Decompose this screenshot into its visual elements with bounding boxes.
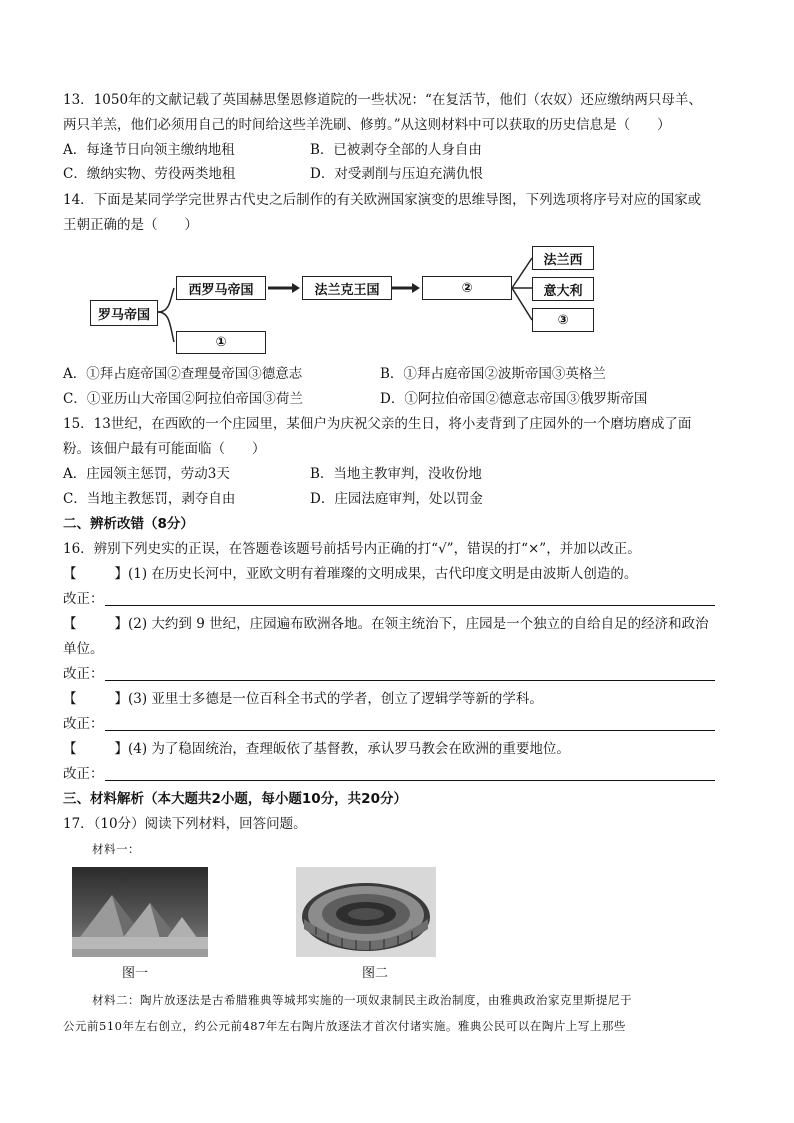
q16-intro: 16．辨别下列史实的正误，在答题卷该题号前括号内正确的打“√”，错误的打“×”，并加以改正。 [63,541,641,557]
q15-line2: 粉。该佃户最有可能面临（ ） [63,441,266,457]
q14-option-b[interactable]: B．①拜占庭帝国②波斯帝国③英格兰 [380,366,606,382]
q15-option-b[interactable]: B．当地主教审判，没收份地 [310,466,482,482]
q14-line2: 王朝正确的是（ ） [63,217,198,233]
q16-item-1-text: (1) 在历史长河中，亚欧文明有着璀璨的文明成果，古代印度文明是由波斯人创造的。 [128,566,638,582]
node-france: 法兰西 [532,246,594,270]
bracket-open: 【 [63,616,77,632]
q13-option-c[interactable]: C．缴纳实物、劳役两类地租 [63,166,236,182]
q15-option-a[interactable]: A．庄园领主惩罚，劳动3天 [63,466,230,482]
q14-option-d[interactable]: D．①阿拉伯帝国②德意志帝国③俄罗斯帝国 [380,391,648,407]
q15-option-d[interactable]: D．庄园法庭审判，处以罚金 [310,491,483,507]
material1-label: 材料一： [92,842,140,856]
bracket-close: 】 [114,616,128,632]
bracket-close: 】 [114,566,128,582]
q13-option-a[interactable]: A．每逢节日向领主缴纳地租 [63,142,235,158]
q16-item-3 [63,689,543,709]
q15-option-c[interactable]: C．当地主教惩罚，剥夺自由 [63,491,236,507]
q16-item-2 [63,614,709,634]
fix-line-3[interactable] [105,730,715,731]
fig2-caption: 图二 [362,966,389,981]
q16-item-2-cont: 单位。 [63,641,104,657]
q16-item-3-text: (3) 亚里士多德是一位百科全书式的学者，创立了逻辑学等新的学科。 [128,691,543,707]
section2-title: 二、辨析改错（8分） [63,516,194,532]
q17-intro: 17．（10分）阅读下列材料，回答问题。 [63,816,307,832]
q16-item-4-text: (4) 为了稳固统治，查理皈依了基督教，承认罗马教会在欧洲的重要地位。 [128,741,570,757]
node-italy: 意大利 [532,277,594,301]
bracket-open: 【 [63,741,77,757]
q14-option-a[interactable]: A．①拜占庭帝国②查理曼帝国③德意志 [63,366,303,382]
q14-line1: 14．下面是某同学学完世界古代史之后制作的有关欧洲国家演变的思维导图，下列选项将序号对应的国家或 [63,192,702,208]
node-west-roman-empire: 西罗马帝国 [176,276,266,300]
bracket-close: 】 [114,741,128,757]
q16-item-2-text: (2) 大约到 9 世纪，庄园遍布欧洲各地。在领主统治下，庄园是一个独立的自给自足的经济和政治 [128,616,709,632]
q15-line1: 15．13世纪，在西欧的一个庄园里，某佃户为庆祝父亲的生日，将小麦背到了庄园外的一个磨坊磨成了面 [63,416,692,432]
node-circle1: ① [176,331,266,354]
material2-line2: 公元前510年左右创立，约公元前487年左右陶片放逐法才首次付诸实施。雅典公民可以在陶片上写上那些 [63,1019,626,1033]
q16-item-4 [63,739,570,759]
fix-label-3: 改正： [63,716,104,732]
node-frankish-kingdom: 法兰克王国 [302,276,392,300]
bracket-close: 】 [114,691,128,707]
q14-option-c[interactable]: C．①亚历山大帝国②阿拉伯帝国③荷兰 [63,391,303,407]
q13-option-d[interactable]: D．对受剥削与压迫充满仇恨 [310,166,483,182]
q13-line2: 两只羊羔，他们必须用自己的时间给这些羊洗刷、修剪。”从这则材料中可以获取的历史信息是（ ） [63,117,671,133]
q16-item-1 [63,564,637,584]
fix-label-1: 改正： [63,591,104,607]
q13-option-b[interactable]: B．已被剥夺全部的人身自由 [310,142,482,158]
fig1-caption: 图一 [122,966,149,981]
bracket-open: 【 [63,566,77,582]
fix-line-2[interactable] [105,680,715,681]
node-circle3: ③ [532,308,594,332]
pyramids-photo [72,867,208,957]
fix-line-4[interactable] [105,780,715,781]
colosseum-photo [296,867,436,957]
bracket-open: 【 [63,691,77,707]
fix-label-2: 改正： [63,666,104,682]
node-circle2: ② [422,276,512,300]
fix-label-4: 改正： [63,766,104,782]
material2-line1: 材料二：陶片放逐法是古希腊雅典等城邦实施的一项奴隶制民主政治制度，由雅典政治家克里斯提尼于 [92,993,632,1007]
fix-line-1[interactable] [105,605,715,606]
node-roman-empire: 罗马帝国 [90,300,158,326]
q13-line1: 13．1050年的文献记载了英国赫思堡恩修道院的一些状况：“在复活节，他们（农奴）还应缴纳两只母羊、 [63,92,702,108]
section3-title: 三、材料解析（本大题共2小题，每小题10分，共20分） [63,791,407,807]
